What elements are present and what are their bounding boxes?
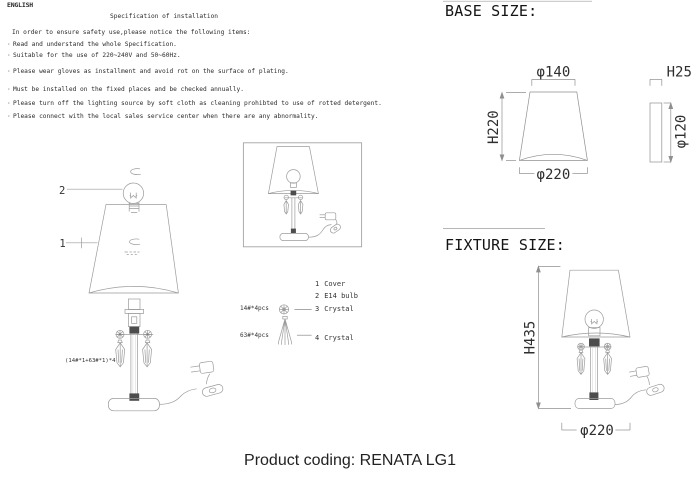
dim-label-bottom-diameter: φ220	[536, 166, 571, 183]
switch-drawing	[201, 384, 224, 398]
bullet-glyph: ·	[7, 112, 11, 120]
bullet-glyph: ·	[7, 52, 11, 59]
safety-item	[7, 68, 289, 75]
part-number: 4	[315, 333, 320, 342]
part-number: 2	[315, 291, 320, 300]
safety-item	[7, 113, 318, 120]
dim-height	[500, 93, 526, 161]
rotate-arrow-icon	[131, 169, 141, 175]
safety-item-text: Please turn off the lighting source by soft cloth as cleaning prohibted to use of rotted detergent.	[13, 99, 382, 107]
spec-title: Specification of installation	[110, 13, 219, 20]
inset-frame	[243, 143, 361, 247]
fixture-size-heading: FIXTURE SIZE:	[445, 235, 565, 254]
dim-label-fixture-diameter: φ220	[580, 422, 614, 439]
socket-drawing	[125, 299, 144, 334]
safety-item-text: Suitable for the use of 220~240V and 50~60Hz.	[13, 52, 181, 59]
callout-1-label: 1	[59, 238, 66, 251]
dim-label-height: H220	[485, 110, 502, 144]
safety-item-text: Please wear gloves as installment and avoid rot on the surface of plating.	[13, 68, 289, 75]
part-number: 3	[315, 304, 320, 313]
dim-side-diameter	[664, 103, 673, 162]
fixture-size-drawing	[443, 228, 665, 430]
dim-fixture-height	[537, 266, 572, 408]
safety-item-text: Must be installed on the fixed places and be checked annually.	[13, 85, 244, 93]
base-size-heading: BASE SIZE:	[445, 2, 538, 20]
parts-list-row	[315, 292, 358, 300]
dim-label-top-diameter: φ140	[536, 64, 571, 81]
dim-label-side-thickness: H25	[666, 64, 692, 81]
language-label: ENGLISH	[7, 1, 33, 9]
safety-item	[7, 86, 244, 93]
shade-drawing	[89, 205, 178, 293]
crystal-formula-label: (14#*1+63#*1)*4	[65, 357, 116, 364]
parts-list-row	[315, 280, 345, 288]
safety-item-text: Read and understand the whole Specification.	[13, 40, 177, 48]
dim-label-side-diameter: φ120	[673, 114, 690, 149]
part-name: Crystal	[324, 304, 354, 313]
bullet-glyph: ·	[7, 40, 11, 48]
bullet-glyph: ·	[7, 85, 11, 93]
part-name: Cover	[324, 279, 346, 288]
parts-list-row	[315, 334, 354, 342]
flower-crystal-icon	[279, 305, 288, 314]
stem-drawing	[129, 333, 139, 400]
bullet-glyph: ·	[7, 99, 11, 107]
cord-drawing	[159, 374, 209, 405]
part-4-qty-label: 63#*4pcs	[240, 332, 269, 340]
e14-stamp-marks	[125, 252, 140, 254]
inset-assembled-view	[243, 143, 361, 247]
callout-2-label: 2	[59, 184, 66, 197]
product-coding: Product coding: RENATA LG1	[244, 452, 456, 469]
plug-drawing	[190, 361, 214, 375]
spec-intro: In order to ensure safety use,please notice the following items:	[12, 28, 251, 36]
base-shade-front-view	[519, 92, 587, 160]
drop-crystal-icon	[279, 316, 292, 345]
callout-1-leader	[66, 238, 98, 249]
exploded-lamp-drawing	[66, 169, 224, 411]
base-size-drawing	[443, 1, 673, 173]
base-shade-side-view	[650, 103, 662, 162]
rotate-arrow-icon	[130, 239, 140, 245]
safety-item	[7, 100, 382, 107]
drop-crystal-right	[143, 343, 152, 367]
part-name: E14 bulb	[324, 291, 358, 300]
drop-crystal-left	[116, 343, 125, 367]
part-number: 1	[315, 279, 320, 288]
part-3-qty-label: 14#*4pcs	[240, 305, 269, 313]
dim-label-fixture-height: H435	[522, 320, 539, 355]
safety-item	[7, 41, 177, 48]
part-name: Crystal	[324, 333, 354, 342]
safety-item-text: Please connect with the local sales service center when there are any abnormality.	[13, 112, 319, 120]
bullet-glyph: ·	[7, 68, 11, 75]
safety-item	[7, 52, 181, 59]
dim-side-thickness	[650, 79, 662, 85]
parts-list-row	[315, 305, 354, 313]
bulb-drawing	[123, 183, 143, 213]
